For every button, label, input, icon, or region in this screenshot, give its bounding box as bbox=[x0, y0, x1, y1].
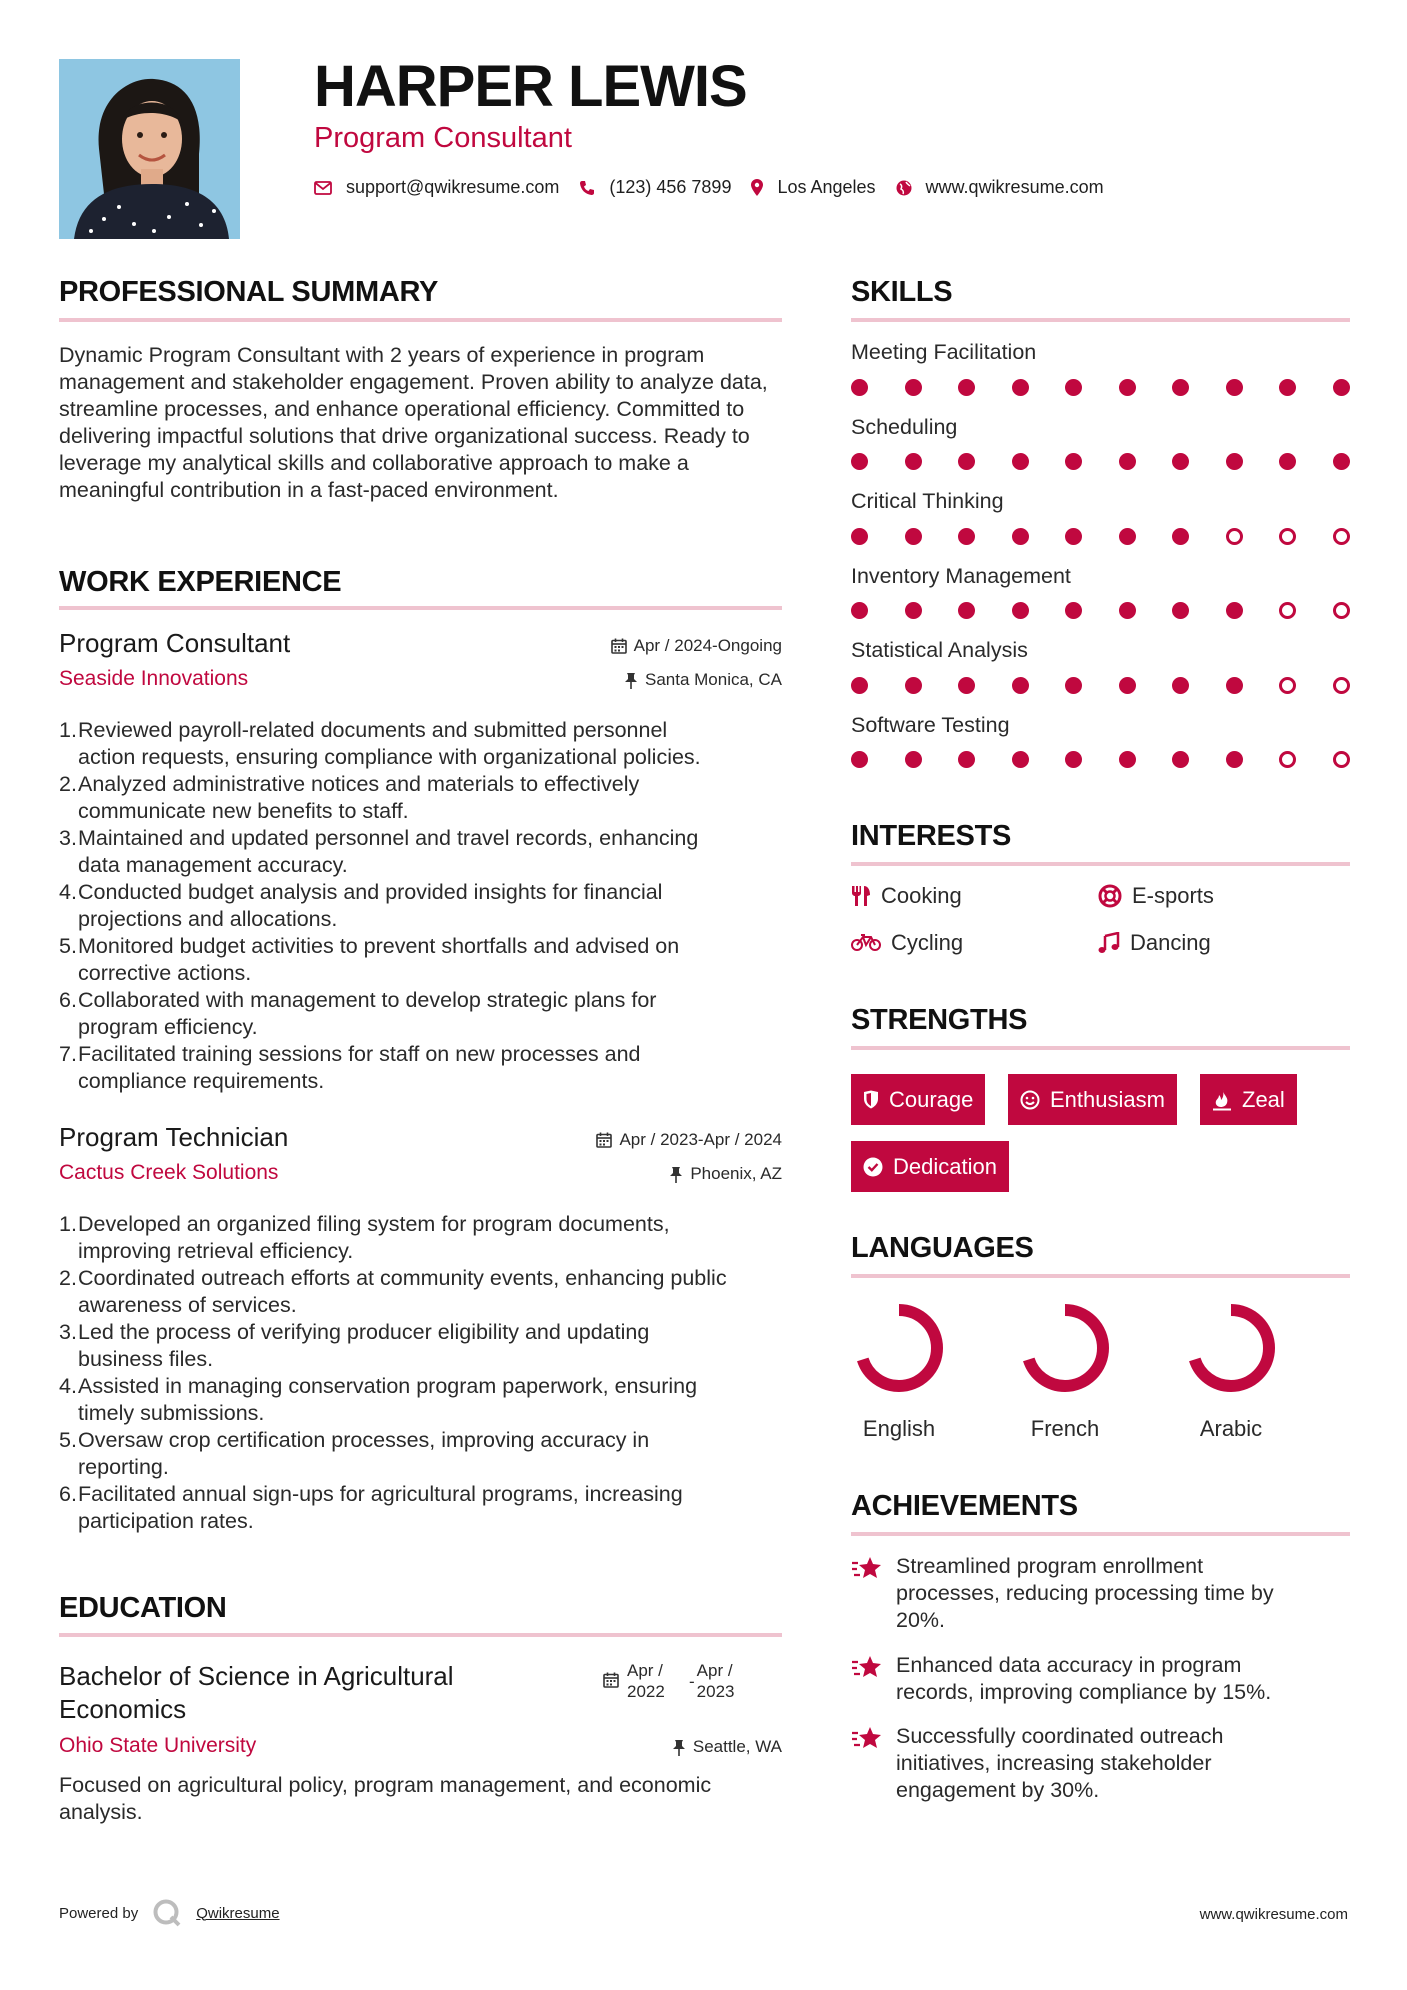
contact-bar bbox=[314, 177, 1124, 198]
rating-dot-filled bbox=[851, 751, 868, 768]
rating-dot-filled bbox=[1172, 379, 1189, 396]
map-pin-icon bbox=[751, 179, 763, 196]
strengths-heading: STRENGTHS bbox=[851, 1004, 1028, 1036]
globe-icon bbox=[896, 180, 912, 196]
rating-dot-filled bbox=[905, 602, 922, 619]
language-label: French bbox=[1030, 1416, 1100, 1441]
contact-location bbox=[751, 177, 875, 198]
skill-rating bbox=[851, 675, 1350, 695]
location-text: Los Angeles bbox=[777, 177, 876, 197]
interest-dancing: Dancing bbox=[1098, 930, 1211, 956]
language-gauge bbox=[1017, 1300, 1113, 1396]
skill-rating bbox=[851, 526, 1350, 546]
rating-dot-filled bbox=[1172, 751, 1189, 768]
pushpin-icon bbox=[669, 1166, 683, 1183]
pushpin-icon bbox=[672, 1739, 686, 1756]
rating-dot-filled bbox=[958, 379, 975, 396]
contact-email[interactable] bbox=[314, 177, 559, 198]
rating-dot-filled bbox=[851, 677, 868, 694]
rating-dot-filled bbox=[1226, 602, 1243, 619]
experience-divider bbox=[59, 606, 782, 610]
rating-dot-filled bbox=[1012, 379, 1029, 396]
rating-dot-filled bbox=[1226, 453, 1243, 470]
contact-phone[interactable] bbox=[579, 177, 731, 198]
education-heading: EDUCATION bbox=[59, 1592, 227, 1624]
rating-dot-filled bbox=[1065, 453, 1082, 470]
strength-badge: Dedication bbox=[851, 1141, 1009, 1192]
rating-dot-filled bbox=[958, 602, 975, 619]
summary-divider bbox=[59, 318, 782, 322]
list-item: 1. Developed an organized filing system for program documents, improving retrieval efficiency. bbox=[59, 1212, 670, 1263]
education-dates: Apr / 2022 - Apr / 2023 bbox=[603, 1660, 735, 1702]
rating-dot-empty bbox=[1333, 677, 1350, 694]
rating-dot-filled bbox=[1226, 677, 1243, 694]
strength-badge: Zeal bbox=[1200, 1074, 1297, 1125]
rating-dot-filled bbox=[1119, 528, 1136, 545]
list-item: 5. Oversaw crop certification processes, improving accuracy in reporting. bbox=[59, 1428, 650, 1479]
rating-dot-filled bbox=[1012, 602, 1029, 619]
achievement-item: Enhanced data accuracy in program records, improving compliance by 15%. bbox=[851, 1652, 1331, 1706]
rating-dot-filled bbox=[1119, 677, 1136, 694]
calendar-icon bbox=[611, 638, 627, 654]
education-divider bbox=[59, 1633, 782, 1637]
job-dates-text: Apr / 2023-Apr / 2024 bbox=[619, 1130, 782, 1149]
calendar-icon bbox=[603, 1672, 619, 1688]
rating-dot-empty bbox=[1279, 677, 1296, 694]
rating-dot-filled bbox=[905, 453, 922, 470]
education-location bbox=[672, 1737, 782, 1757]
rating-dot-filled bbox=[958, 528, 975, 545]
language-item bbox=[839, 1300, 959, 1442]
rating-dot-filled bbox=[958, 677, 975, 694]
utensils-icon bbox=[851, 885, 871, 907]
interest-cycling: Cycling bbox=[851, 930, 963, 956]
skill-name: Software Testing bbox=[851, 712, 1010, 737]
language-gauge-arc bbox=[1027, 1310, 1103, 1386]
languages-heading: LANGUAGES bbox=[851, 1232, 1034, 1264]
profile-photo bbox=[59, 59, 240, 239]
rating-dot-filled bbox=[1012, 453, 1029, 470]
smile-icon bbox=[1020, 1090, 1040, 1110]
language-label: English bbox=[862, 1416, 936, 1441]
strengths-divider bbox=[851, 1046, 1350, 1050]
language-item bbox=[1005, 1300, 1125, 1442]
rating-dot-filled bbox=[1172, 677, 1189, 694]
rating-dot-filled bbox=[1065, 379, 1082, 396]
summary-heading: PROFESSIONAL SUMMARY bbox=[59, 276, 439, 308]
job-location-text: Phoenix, AZ bbox=[690, 1164, 782, 1183]
list-item: 7. Facilitated training sessions for staff on new processes and compliance requirements. bbox=[59, 1042, 641, 1093]
company-name: Cactus Creek Solutions bbox=[59, 1161, 279, 1184]
job-location bbox=[669, 1164, 782, 1184]
strength-badge: Courage bbox=[851, 1074, 985, 1125]
language-gauge-arc bbox=[1193, 1310, 1269, 1386]
rating-dot-filled bbox=[1333, 453, 1350, 470]
rating-dot-filled bbox=[905, 528, 922, 545]
rating-dot-empty bbox=[1279, 751, 1296, 768]
rating-dot-filled bbox=[851, 379, 868, 396]
rating-dot-empty bbox=[1333, 602, 1350, 619]
job-dates-text: Apr / 2024-Ongoing bbox=[633, 636, 782, 655]
flame-icon bbox=[1212, 1089, 1232, 1111]
job-title: Program Technician bbox=[59, 1122, 289, 1152]
job-location bbox=[624, 670, 782, 690]
phone-icon bbox=[579, 180, 595, 196]
degree-title: Bachelor of Science in Agricultural Economics bbox=[59, 1661, 454, 1724]
footer-url[interactable]: www.qwikresume.com bbox=[1199, 1906, 1348, 1923]
candidate-title: Program Consultant bbox=[314, 122, 572, 154]
pushpin-icon bbox=[624, 672, 638, 689]
skill-name: Scheduling bbox=[851, 414, 958, 439]
achievement-item: Successfully coordinated outreach initiatives, increasing stakeholder engagement by 30%. bbox=[851, 1723, 1331, 1804]
list-item: 1. Reviewed payroll-related documents and submitted personnel action requests, ensuring compliance with organizational policies. bbox=[59, 718, 701, 769]
skill-name: Statistical Analysis bbox=[851, 638, 1028, 662]
list-item: 3. Led the process of verifying producer eligibility and updating business files. bbox=[59, 1320, 650, 1371]
rating-dot-filled bbox=[1065, 602, 1082, 619]
music-note-icon bbox=[1098, 932, 1120, 954]
skill-name: Meeting Facilitation bbox=[851, 340, 1037, 364]
phone-text: (123) 456 7899 bbox=[609, 177, 732, 197]
interest-cooking: Cooking bbox=[851, 883, 962, 909]
job-location-text: Santa Monica, CA bbox=[644, 670, 782, 689]
rating-dot-filled bbox=[1333, 379, 1350, 396]
rating-dot-filled bbox=[1119, 751, 1136, 768]
rating-dot-filled bbox=[1065, 677, 1082, 694]
list-item: 2. Coordinated outreach efforts at community events, enhancing public awareness of services. bbox=[59, 1266, 727, 1317]
calendar-icon bbox=[596, 1132, 612, 1148]
rating-dot-filled bbox=[1012, 751, 1029, 768]
experience-heading: WORK EXPERIENCE bbox=[59, 566, 342, 598]
job-title: Program Consultant bbox=[59, 628, 291, 658]
envelope-icon bbox=[314, 181, 332, 195]
language-label: Arabic bbox=[1199, 1416, 1263, 1441]
check-circle-icon bbox=[863, 1157, 883, 1177]
languages-divider bbox=[851, 1274, 1350, 1278]
list-item: 4. Assisted in managing conservation program paperwork, ensuring timely submissions. bbox=[59, 1374, 698, 1425]
job-dates bbox=[596, 1130, 782, 1150]
rating-dot-filled bbox=[1279, 453, 1296, 470]
interests-divider bbox=[851, 862, 1350, 866]
language-gauge-arc bbox=[861, 1310, 937, 1386]
rating-dot-filled bbox=[1172, 453, 1189, 470]
job-dates bbox=[611, 636, 782, 656]
skill-rating bbox=[851, 452, 1350, 472]
rating-dot-filled bbox=[1012, 677, 1029, 694]
shooting-star-icon bbox=[851, 1725, 884, 1752]
interest-esports: E-sports bbox=[1098, 883, 1214, 909]
school-name: Ohio State University bbox=[59, 1734, 257, 1757]
rating-dot-filled bbox=[1172, 602, 1189, 619]
achievement-item: Streamlined program enrollment processes, reducing processing time by 20%. bbox=[851, 1553, 1331, 1634]
rating-dot-filled bbox=[1065, 528, 1082, 545]
company-name: Seaside Innovations bbox=[59, 667, 249, 690]
website-text: www.qwikresume.com bbox=[925, 177, 1104, 197]
shield-icon bbox=[863, 1090, 879, 1109]
skill-rating bbox=[851, 601, 1350, 621]
rating-dot-filled bbox=[851, 528, 868, 545]
shooting-star-icon bbox=[851, 1555, 884, 1582]
skill-rating bbox=[851, 377, 1350, 397]
list-item: 2. Analyzed administrative notices and materials to effectively communicate new benefits to staff. bbox=[59, 772, 640, 823]
rating-dot-empty bbox=[1333, 528, 1350, 545]
education-description: Focused on agricultural policy, program management, and economic analysis. bbox=[59, 1773, 712, 1824]
rating-dot-filled bbox=[851, 602, 868, 619]
rating-dot-filled bbox=[1279, 379, 1296, 396]
skill-rating bbox=[851, 750, 1350, 770]
rating-dot-filled bbox=[1119, 379, 1136, 396]
rating-dot-filled bbox=[958, 751, 975, 768]
interests-heading: INTERESTS bbox=[851, 820, 1012, 852]
list-item: 6. Facilitated annual sign-ups for agricultural programs, increasing participation rates. bbox=[59, 1482, 683, 1533]
skills-divider bbox=[851, 318, 1350, 322]
rating-dot-filled bbox=[905, 677, 922, 694]
bicycle-icon bbox=[851, 934, 881, 952]
language-item bbox=[1171, 1300, 1291, 1442]
rating-dot-filled bbox=[958, 453, 975, 470]
language-gauge bbox=[1183, 1300, 1279, 1396]
list-item: 4. Conducted budget analysis and provided insights for financial projections and allocations. bbox=[59, 880, 663, 931]
summary-text: Dynamic Program Consultant with 2 years of experience in program management and stakeholder engagement. Proven ability to analyze data, streamline processes, and enhance operational efficiency. Committed to delivering impactful solutions that drive organizational success. Ready to leverage my analytical skills and collaborative approach to make a meaningful contribution in a fast-paced environment. bbox=[59, 343, 768, 502]
rating-dot-filled bbox=[851, 453, 868, 470]
achievements-heading: ACHIEVEMENTS bbox=[851, 1490, 1078, 1522]
rating-dot-filled bbox=[1119, 602, 1136, 619]
contact-website[interactable] bbox=[896, 177, 1104, 198]
list-item: 5. Monitored budget activities to prevent shortfalls and advised on corrective actions. bbox=[59, 934, 680, 985]
rating-dot-empty bbox=[1226, 528, 1243, 545]
education-location-text: Seattle, WA bbox=[692, 1737, 782, 1756]
rating-dot-filled bbox=[1226, 379, 1243, 396]
rating-dot-filled bbox=[1172, 528, 1189, 545]
lifebuoy-icon bbox=[1098, 884, 1122, 908]
list-item: 6. Collaborated with management to develop strategic plans for program efficiency. bbox=[59, 988, 657, 1039]
language-gauge bbox=[851, 1300, 947, 1396]
rating-dot-filled bbox=[1012, 528, 1029, 545]
candidate-name: HARPER LEWIS bbox=[314, 54, 747, 119]
qwikresume-link[interactable]: Qwikresume bbox=[196, 1904, 280, 1922]
qwikresume-logo-icon bbox=[152, 1898, 182, 1928]
job-bullets bbox=[59, 1211, 799, 1535]
strength-badge: Enthusiasm bbox=[1008, 1074, 1177, 1125]
rating-dot-filled bbox=[905, 751, 922, 768]
job-bullets bbox=[59, 717, 799, 1095]
rating-dot-filled bbox=[1226, 751, 1243, 768]
rating-dot-empty bbox=[1279, 528, 1296, 545]
rating-dot-filled bbox=[1119, 453, 1136, 470]
rating-dot-filled bbox=[905, 379, 922, 396]
skill-name: Critical Thinking bbox=[851, 489, 1004, 513]
skill-name: Inventory Management bbox=[851, 563, 1071, 588]
footer-powered-by: Powered by Qwikresume bbox=[59, 1898, 280, 1928]
list-item: 3. Maintained and updated personnel and travel records, enhancing data management accuracy. bbox=[59, 826, 699, 877]
rating-dot-empty bbox=[1333, 751, 1350, 768]
rating-dot-empty bbox=[1279, 602, 1296, 619]
skills-heading: SKILLS bbox=[851, 276, 953, 308]
email-text: support@qwikresume.com bbox=[346, 177, 560, 197]
achievements-divider bbox=[851, 1532, 1350, 1536]
rating-dot-filled bbox=[1065, 751, 1082, 768]
shooting-star-icon bbox=[851, 1654, 884, 1681]
